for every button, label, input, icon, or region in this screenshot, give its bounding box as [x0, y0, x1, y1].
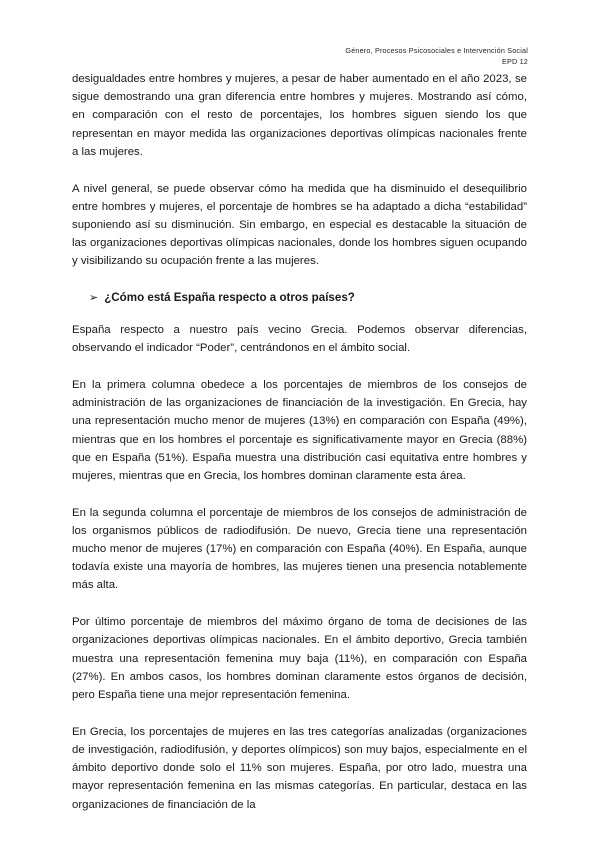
- body-paragraph: desigualdades entre hombres y mujeres, a pesar de haber aumentado en el año 2023, se sigue demostrando una gran diferencia entre hombres y mujeres. Mostrando así cómo, en comparación con el resto de porcentajes, los hombres siguen siendo los que representan en mayor medida las organizaciones deportivas olímpicas nacionales frente a las mujeres.: [72, 73, 527, 158]
- section-heading-text: ¿Cómo está España respecto a otros países?: [104, 291, 355, 305]
- body-paragraph: En la primera columna obedece a los porcentajes de miembros de los consejos de administración de las organizaciones de financiación de la investigación. En Grecia, hay una representación mucho menor de mujeres (13%) en comparación con España (49%), mientras que en los hombres el porcentaje es significativamente mayor en Grecia (88%) que en España (51%). España muestra una distribución casi equitativa entre hombres y mujeres, mientras que en Grecia, los hombres dominan claramente esta área.: [72, 378, 527, 482]
- body-paragraph: Por último porcentaje de miembros del máximo órgano de toma de decisiones de las organizaciones deportivas olímpicas nacionales. En el ámbito deportivo, Grecia también muestra una representación femenina muy baja (11%), en comparación con España (27%). En ambos casos, los hombres dominan claramente estos órganos de decisión, pero España tiene una mejor representación femenina.: [72, 616, 527, 701]
- header-course-title: Género, Procesos Psicosociales e Intervención Social: [345, 46, 528, 55]
- body-paragraph: En la segunda columna el porcentaje de miembros de los consejos de administración de los organismos públicos de radiodifusión. De nuevo, Grecia tiene una representación mucho menor de mujeres (17%) en comparación con España (40%). En España, aunque todavía existe una mayoría de hombres, las mujeres tienen una presencia notablemente más alta.: [72, 506, 527, 592]
- header-epd-label: EPD 12: [502, 57, 528, 66]
- page-header: [345, 45, 528, 67]
- body-paragraph: En Grecia, los porcentajes de mujeres en las tres categorías analizadas (organizaciones de investigación, radiodifusión, y deportes olímpicos) son muy bajos, especialmente en el ámbito deportivo donde solo el 11% son mujeres. España, por otro lado, muestra una mayor representación femenina en las mismas categorías. En particular, destaca en las organizaciones de financiación de la: [72, 725, 527, 811]
- body-paragraph: España respecto a nuestro país vecino Grecia. Podemos observar diferencias, observando el indicador “Poder”, centrándonos en el ámbito social.: [72, 324, 527, 355]
- document-body: [72, 70, 527, 832]
- section-heading: [89, 289, 527, 307]
- body-paragraph: A nivel general, se puede observar cómo ha medida que ha disminuido el desequilibrio entre hombres y mujeres, el porcentaje de hombres se ha adaptado a dicha “estabilidad” suponiendo así su disminución. Sin embargo, en especial es destacable la situación de las organizaciones deportivas olímpicas nacionales, donde los hombres siguen ocupando y visibilizando su ocupación frente a las mujeres.: [72, 182, 527, 268]
- arrow-bullet-icon: ➢: [89, 292, 99, 305]
